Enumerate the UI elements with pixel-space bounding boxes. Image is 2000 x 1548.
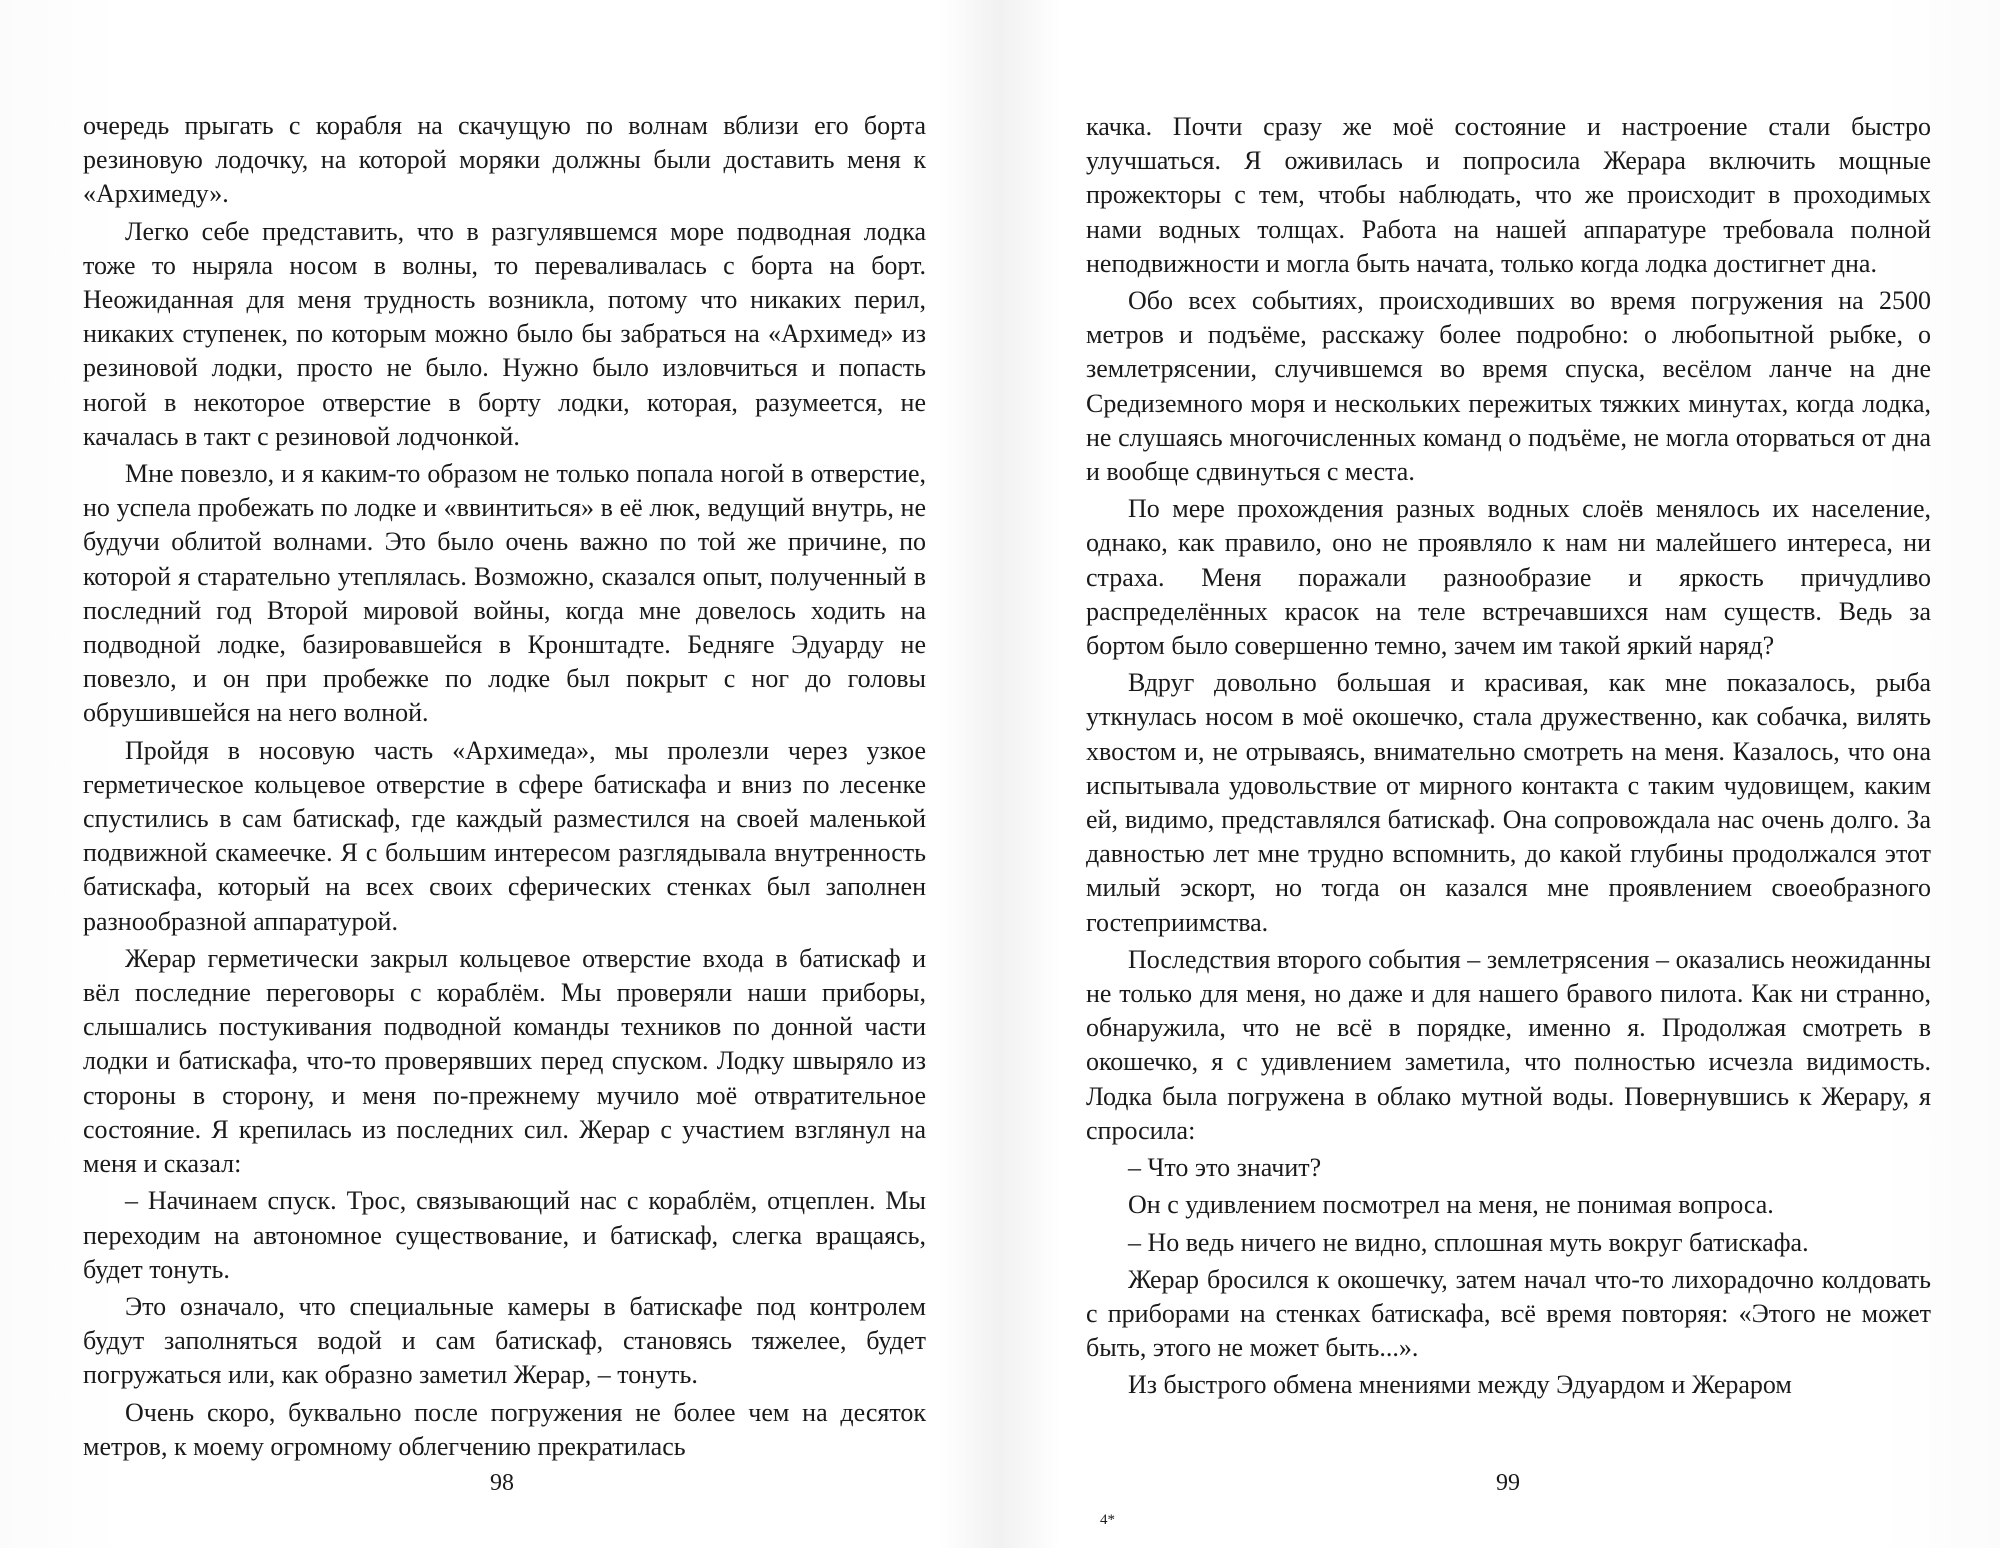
paragraph: – Начинаем спуск. Трос, связывающий нас с кораблём, отцеплен. Мы переходим на автономное существование, и батискаф, слегка вращаясь, будет тонуть. xyxy=(83,1186,926,1284)
paragraph: Вдруг довольно большая и красивая, как мне показалось, рыба уткнулась носом в моё окошечко, стала дружественно, как собачка, вилять хвостом и, не отрываясь, внимательно смотреть на меня. Казалось, что она испытывала удовольствие от мирного контакта с таким чудовищем, каким ей, видимо, представлялся батискаф. Она сопровождала нас очень долго. За давностью лет мне трудно вспомнить, до какой глубины продолжался этот милый эскорт, но тогда он казался мне проявлением своеобразного гостеприимства. xyxy=(1086,668,1931,937)
paragraph: очередь прыгать с корабля на скачущую по волнам вблизи его борта резиновую лодочку, на которой моряки должны были доставить меня к «Архимеду». xyxy=(83,111,926,209)
page-number-left: 98 xyxy=(490,1470,514,1496)
paragraph: – Что это значит? xyxy=(1128,1153,1322,1183)
paragraph: – Но ведь ничего не видно, сплошная муть вокруг батискафа. xyxy=(1128,1227,1809,1257)
paragraph: Пройдя в носовую часть «Архимеда», мы пролезли через узкое герметическое кольцевое отверстие в сфере батискафа и вниз по лесенке спустились в сам батискаф, где каждый разместился на своей маленькой подвижной скамеечке. Я с большим интересом разглядывала внутренность батискафа, который на всех своих сферических стенках был заполнен разнообразной аппаратурой. xyxy=(83,735,926,936)
right-page-text xyxy=(1086,110,1931,1406)
paragraph: Легко себе представить, что в разгулявшемся море подводная лодка тоже то ныряла носом в волны, то переваливалась с борта на борт. Неожиданная для меня трудность возникла, потому что никаких перил, никаких ступенек, по которым можно было бы забраться на «Архимед» из резиновой лодки, просто не было. Нужно было изловчиться и попасть ногой в некоторое отверстие в борту лодки, которая, разумеется, не качалась в такт с резиновой лодчонкой. xyxy=(83,216,926,451)
paragraph: Это означало, что специальные камеры в батискафе под контролем будут заполняться водой и сам батискаф, становясь тяжелее, будет погружаться или, как образно заметил Жерар, – тонуть. xyxy=(83,1291,926,1390)
paragraph: Последствия второго события – землетрясения – оказались неожиданны не только для меня, но даже и для нашего бравого пилота. Как ни странно, обнаружила, что не всё в порядке, именно я. Продолжая смотреть в окошечко, я с удивлением заметила, что полностью исчезла видимость. Лодка была погружена в облако мутной воды. Повернувшись к Жерару, я спросила: xyxy=(1086,944,1931,1145)
paragraph: качка. Почти сразу же моё состояние и настроение стали быстро улучшаться. Я оживилась и попросила Жерара включить мощные прожекторы с тем, чтобы наблюдать, что же происходит в проходимых нами водных толщах. Работа на нашей аппаратуре требовала полной неподвижности и могла быть начата, только когда лодка достигнет дна. xyxy=(1086,112,1931,278)
paragraph: Жерар герметически закрыл кольцевое отверстие входа в батискаф и вёл последние переговоры с кораблём. Мы проверяли наши приборы, слышались постукивания подводной команды техников по донной части лодки и батискафа, что-то проверявших перед спуском. Лодку швыряло из стороны в сторону, и меня по-прежнему мучило моё отвратительное состояние. Я крепилась из последних сил. Жерар с участием взглянул на меня и сказал: xyxy=(83,943,926,1179)
paragraph: Он с удивлением посмотрел на меня, не понимая вопроса. xyxy=(1128,1190,1774,1220)
paragraph: Из быстрого обмена мнениями между Эдуардом и Жераром xyxy=(1128,1370,1792,1400)
paragraph: Очень скоро, буквально после погружения не более чем на десяток метров, к моему огромному облегчению прекратилась xyxy=(83,1397,926,1461)
paragraph: Жерар бросился к окошечку, затем начал что-то лихорадочно колдовать с приборами на стенках батискафа, всё время повторяя: «Этого не может быть, этого не может быть...». xyxy=(1086,1264,1931,1363)
printer-signature-mark: 4* xyxy=(1100,1512,1115,1528)
paragraph: По мере прохождения разных водных слоёв менялось их население, однако, как правило, оно не проявляло к нам ни малейшего интереса, ни страха. Меня поражали разнообразие и яркость причудливо распределённых красок на теле встречавшихся нам существ. Ведь за бортом было совершенно темно, зачем им такой яркий наряд? xyxy=(1086,494,1931,661)
left-page-text xyxy=(83,109,926,1467)
right-page xyxy=(1000,0,2000,1548)
paragraph: Мне повезло, и я каким-то образом не только попала ногой в отверстие, но успела пробежать по лодке и «ввинтиться» в её люк, ведущий внутрь, не будучи облитой волнами. Это было очень важно по той же причине, по которой я старательно утеплялась. Возможно, сказался опыт, полученный в последний год Второй мировой войны, когда мне довелось ходить на подводной лодке, базировавшейся в Кронштадте. Бедняге Эдуарду не повезло, и он при пробежке по лодке был покрыт с ног до головы обрушившейся на него волной. xyxy=(83,459,926,728)
paragraph: Обо всех событиях, происходивших во время погружения на 2500 метров и подъёме, расскажу более подробно: о любопытной рыбке, о землетрясении, случившемся во время спуска, весёлом ланче на дне Средиземного моря и нескольких пережитых тяжких минутах, когда лодка, не слушаясь многочисленных команд о подъёме, не могла оторваться от дна и вообще сдвинуться с места. xyxy=(1086,286,1931,487)
page-number-right: 99 xyxy=(1496,1470,1520,1496)
